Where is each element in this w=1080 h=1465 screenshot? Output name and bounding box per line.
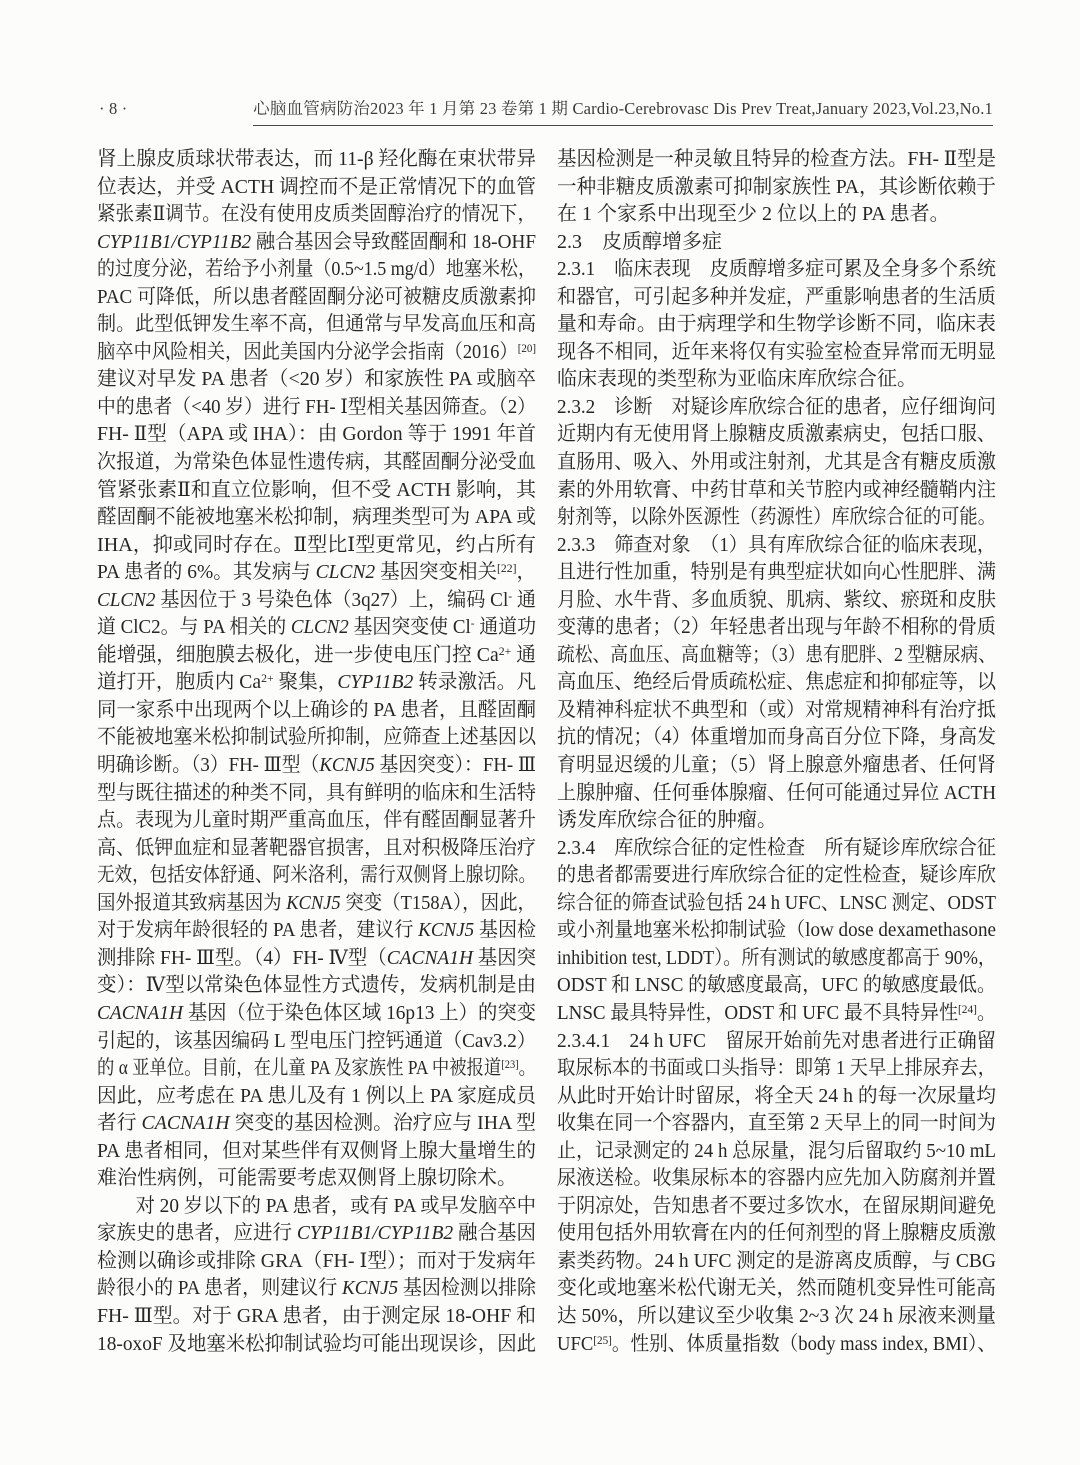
text-line: 量和寿命。由于病理学和生物学诊断不同，临床表 [557,313,996,336]
text-line: 及精神科症状不典型和（或）对常规精神科有治疗抵 [557,698,996,721]
text-line: 难治性病例，可能需要考虑双侧肾上腺切除术。 [97,1167,517,1190]
text-line: 高血压、绝经后骨质疏松症、焦虑症和抑郁症等，以 [557,671,996,694]
text-line: 引起的，该基因编码 L 型电压门控钙通道（Cav3.2） [97,1029,536,1052]
text-line: 位表达，并受 ACTH 调控而不是正常情况下的血管 [97,175,536,198]
text-line: 变薄的患者；（2）年轻患者出现与年龄不相称的骨质 [557,616,996,639]
text-line: 2.3.4.1 24 h UFC 留尿开始前先对患者进行正确留 [557,1029,996,1052]
text-line: 近期内有无使用肾上腺糖皮质激素病史，包括口服、 [557,423,996,446]
text-line: 素的外用软膏、中药甘草和关节腔内或神经髓鞘内注 [557,478,996,501]
text-line: 明确诊断。（3）FH- Ⅲ型（KCNJ5 基因突变）：FH- Ⅲ [97,754,536,777]
text-line: 醛固酮不能被地塞米松抑制，病理类型可为 APA 或 [97,506,536,529]
text-line: 一种非糖皮质激素可抑制家族性 PA，其诊断依赖于 [557,175,996,198]
text-line: PAC 可降低，所以患者醛固酮分泌可被糖皮质激素抑 [97,285,536,308]
text-line: 2.3.4 库欣综合征的定性检查 所有疑诊库欣综合征 [557,836,996,859]
text-line: 和器官，可引起多种并发症，严重影响患者的生活质 [557,285,996,308]
text-line: CLCN2 基因位于 3 号染色体（3q27）上，编码 Cl- 通 [97,588,536,611]
text-line: 综合征的筛查试验包括 24 h UFC、LNSC 测定、ODST [557,891,996,914]
text-line: 次报道，为常染色体显性遗传病，其醛固酮分泌受血 [97,451,536,474]
text-line: CYP11B1/CYP11B2 融合基因会导致醛固酮和 18-OHF [97,230,537,253]
text-line: 制。此型低钾发生率不高，但通常与早发高血压和高 [97,313,536,336]
text-line: 的过度分泌，若给予小剂量（0.5~1.5 mg/d）地塞米松， [97,258,536,281]
text-line: 2.3.3 筛查对象 （1）具有库欣综合征的临床表现， [557,533,996,556]
text-line: 18-oxoF 及地塞米松抑制试验均可能出现误诊，因此 [97,1332,536,1355]
text-line: LNSC 最具特异性，ODST 和 UFC 最不具特异性[24]。 [557,1001,996,1024]
text-line: 疏松、高血压、高血糖等；（3）患有肥胖、2 型糖尿病、 [557,643,996,666]
text-line: 诱发库欣综合征的肿瘤。 [557,809,777,832]
text-line: 龄很小的 PA 患者，则建议行 KCNJ5 基因检测以排除 [97,1277,536,1300]
text-line: 不能被地塞米松抑制试验所抑制，应筛查上述基因以 [97,726,536,749]
text-line: 道 ClC2。与 PA 相关的 CLCN2 基因突变使 Cl- 通道功 [97,616,536,639]
column-right [557,146,996,1358]
text-line: 型与既往描述的种类不同，具有鲜明的临床和生活特 [97,781,536,804]
text-line: 者行 CACNA1H 突变的基因检测。治疗应与 IHA 型 [97,1112,536,1135]
text-line: 或小剂量地塞米松抑制试验（low dose dexamethasone [557,919,996,942]
text-line: inhibition test, LDDT）。所有测试的敏感度都高于 90%， [557,946,996,969]
page-header [99,95,993,126]
text-line: 上腺肿瘤、任何垂体腺瘤、任何可能通过异位 ACTH [557,781,996,804]
text-line: 达 50%，所以建议至少收集 2~3 次 24 h 尿液来测量 [557,1304,996,1327]
text-line: 于阴凉处，告知患者不要过多饮水，在留尿期间避免 [557,1194,996,1217]
text-line: UFC[25]。性别、体质量指数（body mass index, BMI）、 [557,1332,996,1355]
text-line: 道打开，胞质内 $Ca^{2+}$ 聚集，CYP11B2 转录激活。凡 [97,671,536,694]
article-body [97,146,996,1358]
text-line: 能增强，细胞膜去极化，进一步使电压门控 $Ca^{2+}$ 通 [97,643,536,666]
text-line: 对于发病年龄很轻的 PA 患者，建议行 KCNJ5 基因检 [97,919,536,942]
text-line: PA 患者的 6%。其发病与 CLCN2 基因突变相关[22]， [97,561,536,584]
text-line: 对 20 岁以下的 PA 患者，或有 PA 或早发脑卒中 [97,1194,536,1217]
text-line: 因此，应考虑在 PA 患儿及有 1 例以上 PA 家庭成员 [97,1084,536,1107]
text-line: 2.3 皮质醇增多症 [557,230,722,253]
text-line: 中的患者（<40 岁）进行 FH- Ⅰ型相关基因筛查。（2） [97,395,536,418]
journal-title-line: 心脑血管病防治2023 年 1 月第 23 卷第 1 期 Cardio-Cerebrovasc Dis Prev Treat,January 2023,Vol.23,No.1 [253,95,993,126]
text-line: 2.3.2 诊断 对疑诊库欣综合征的患者，应仔细询问 [557,395,996,418]
text-line: 临床表现的类型称为亚临床库欣综合征。 [557,368,917,391]
text-line: 无效，包括安体舒通、阿米洛利，需行双侧肾上腺切除。 [97,864,536,887]
text-line: 尿液送检。收集尿标本的容器内应先加入防腐剂并置 [557,1167,996,1190]
column-left [97,146,536,1358]
text-line: FH- Ⅲ型。对于 GRA 患者，由于测定尿 18-OHF 和 [97,1304,536,1327]
text-line: 月脸、水牛背、多血质貌、肌病、紫纹、瘀斑和皮肤 [557,588,996,611]
text-line: 紧张素Ⅱ调节。在没有使用皮质类固醇治疗的情况下， [97,203,536,226]
text-line: 同一家系中出现两个以上确诊的 PA 患者，且醛固酮 [97,698,536,721]
text-line: FH- Ⅱ型（APA 或 IHA）：由 Gordon 等于 1991 年首 [97,423,536,446]
text-line: 收集在同一个容器内，直至第 2 天早上的同一时间为 [557,1112,996,1135]
text-line: 素类药物。24 h UFC 测定的是游离皮质醇，与 CBG [557,1249,996,1272]
text-line: 射剂等，以除外医源性（药源性）库欣综合征的可能。 [557,506,996,529]
text-line: 止，记录测定的 24 h 总尿量，混匀后留取约 5~10 mL [557,1139,996,1162]
text-line: 的 α 亚单位。目前，在儿童 PA 及家族性 PA 中被报道[23]。 [97,1057,536,1080]
text-line: ODST 和 LNSC 的敏感度最高，UFC 的敏感度最低。 [557,974,996,997]
text-line: 变化或地塞米松代谢无关，然而随机变异性可能高 [557,1277,996,1300]
text-line: 变）：Ⅳ型以常染色体显性方式遗传，发病机制是由 [97,974,536,997]
text-line: 管紧张素Ⅱ和直立位影响，但不受 ACTH 影响，其 [97,478,536,501]
text-line: 检测以确诊或排除 GRA（FH- Ⅰ型）；而对于发病年 [97,1249,536,1272]
text-line: 抗的情况；（4）体重增加而身高百分位下降，身高发 [557,726,996,749]
text-line: IHA，抑或同时存在。Ⅱ型比Ⅰ型更常见，约占所有 [97,533,536,556]
text-line: 家族史的患者，应进行 CYP11B1/CYP11B2 融合基因 [97,1222,536,1245]
text-line: 基因检测是一种灵敏且特异的检查方法。FH- Ⅱ型是 [557,148,996,170]
text-line: 在 1 个家系中出现至少 2 位以上的 PA 患者。 [557,203,950,226]
text-line: 从此时开始计时留尿，将全天 24 h 的每一次尿量均 [557,1084,996,1107]
text-line: 点。表现为儿童时期严重高血压，伴有醛固酮显著升 [97,809,536,832]
text-line: 且进行性加重，特别是有典型症状如向心性肥胖、满 [557,561,996,584]
page-number: · 8 · [99,99,128,118]
text-line: 育明显迟缓的儿童；（5）肾上腺意外瘤患者、任何肾 [557,754,996,777]
text-line: 直肠用、吸入、外用或注射剂，尤其是含有糖皮质激 [557,451,996,474]
text-line: PA 患者相同，但对某些伴有双侧肾上腺大量增生的 [97,1139,536,1162]
text-line: 取尿标本的书面或口头指导：即第 1 天早上排尿弃去， [557,1057,996,1080]
text-line: 国外报道其致病基因为 KCNJ5 突变（T158A），因此， [97,891,536,914]
text-line: 脑卒中风险相关，因此美国内分泌学会指南（2016）[20] [97,340,536,363]
text-line: 使用包括外用软膏在内的任何剂型的肾上腺糖皮质激 [557,1222,996,1245]
text-line: 建议对早发 PA 患者（<20 岁）和家族性 PA 或脑卒 [97,368,536,391]
text-line: 2.3.1 临床表现 皮质醇增多症可累及全身多个系统 [557,258,996,281]
text-line: 现各不相同，近年来将仅有实验室检查异常而无明显 [557,340,996,363]
text-line: CACNA1H 基因（位于染色体区域 16p13 上）的突变 [97,1001,536,1024]
text-line: 测排除 FH- Ⅲ型。（4）FH- Ⅳ型（CACNA1H 基因突 [97,946,536,969]
text-line: 的患者都需要进行库欣综合征的定性检查，疑诊库欣 [557,864,996,887]
text-line: 肾上腺皮质球状带表达，而 11-β 羟化酶在束状带异 [97,148,536,170]
text-line: 高、低钾血症和显著靶器官损害，且对积极降压治疗 [97,836,536,859]
